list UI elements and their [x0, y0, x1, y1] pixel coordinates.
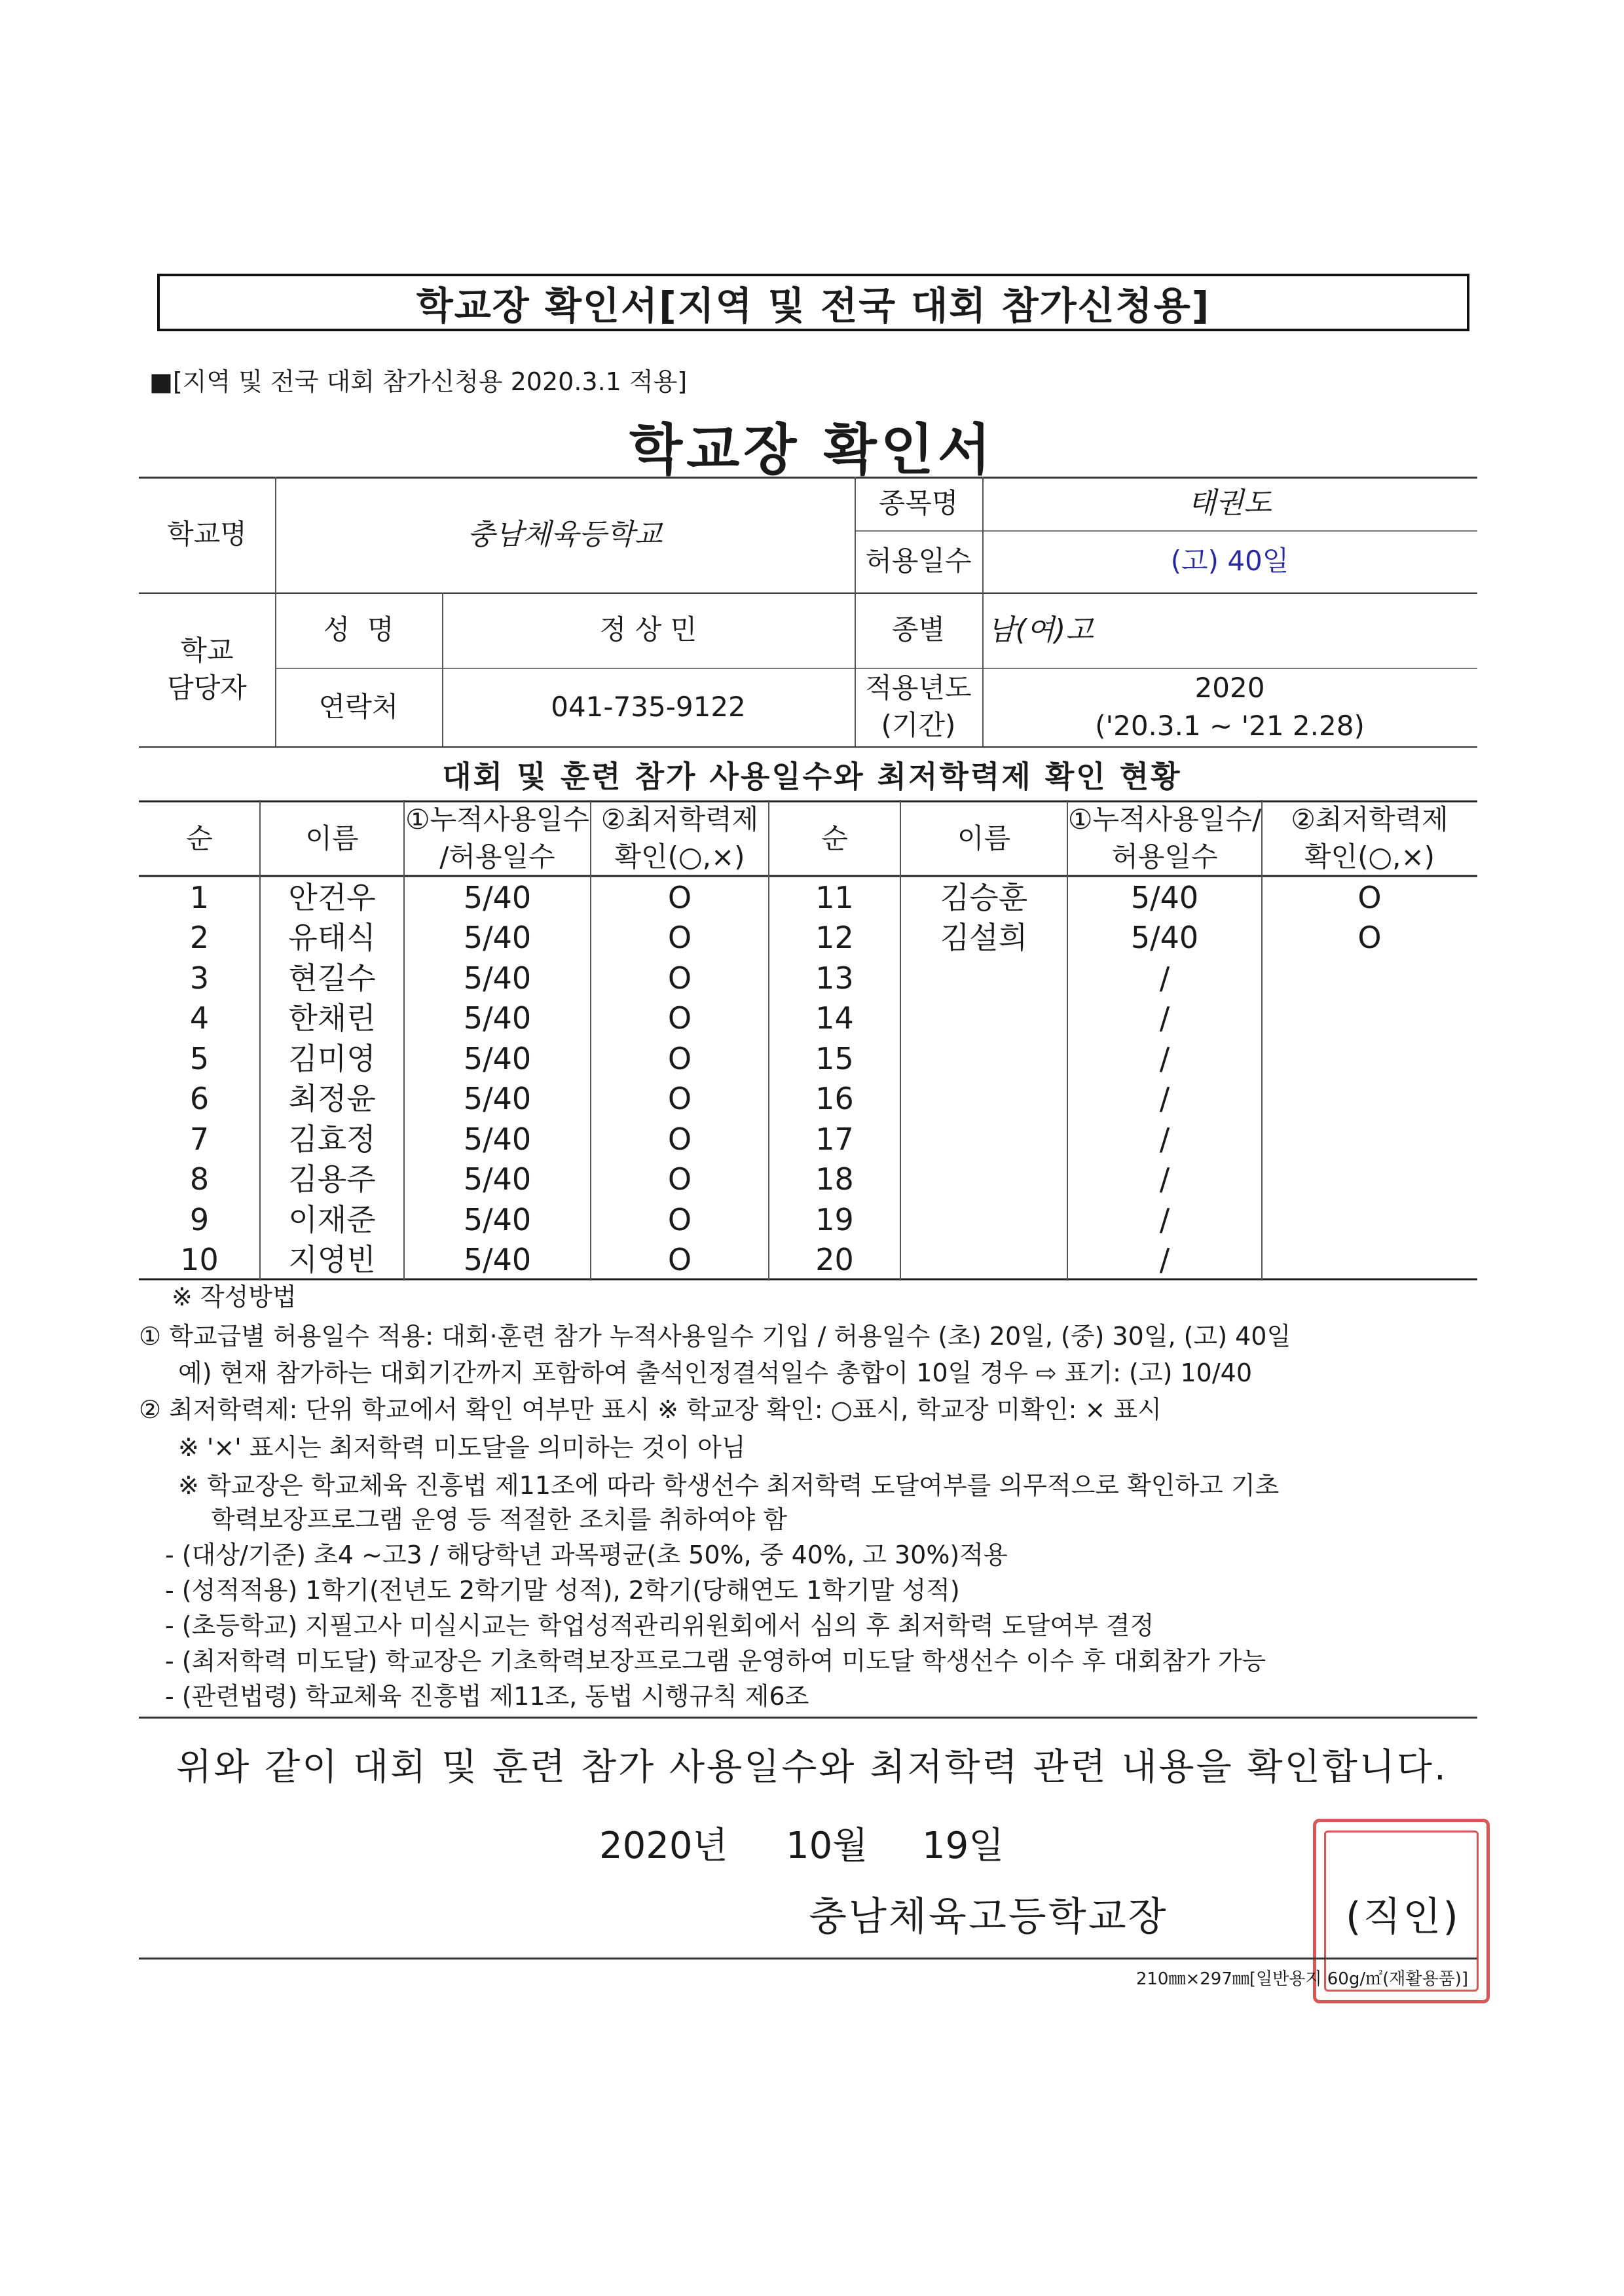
- table-cell: [900, 1038, 1067, 1079]
- table-header-cell: 순: [186, 822, 213, 854]
- table-cell: 12: [815, 920, 854, 956]
- table-cell: 18: [815, 1161, 854, 1197]
- notes-bottom-border: [139, 1717, 1477, 1719]
- info-bottom-border: [139, 746, 1477, 748]
- year-label: 적용년도 (기간): [865, 672, 972, 741]
- manager-name-value: 정 상 민: [599, 613, 697, 646]
- detail-2: - (성적적용) 1학기(전년도 2학기말 성적), 2학기(당해연도 1학기말 성적): [165, 1576, 960, 1605]
- table-cell: 한채린: [288, 1000, 376, 1036]
- note-4: ※ 학교장은 학교체육 진흥법 제11조에 따라 학생선수 최저학력 도달여부를 의무적으로 확인하고 기초: [178, 1471, 1280, 1500]
- main-title: 학교장 확인서: [629, 418, 995, 482]
- table-header-cell: 이름: [305, 822, 359, 854]
- table-cell: 6: [189, 1081, 210, 1117]
- document-title: 학교장 확인서[지역 및 전국 대회 참가신청용]: [157, 274, 1469, 331]
- table-cell: O: [1357, 879, 1382, 915]
- table-cell: 5/40: [463, 1081, 532, 1117]
- table-cell: 김설희: [940, 920, 1028, 956]
- table-cell: /: [1159, 1000, 1170, 1036]
- table-cell: /: [1159, 1161, 1170, 1197]
- table-cell: O: [667, 1161, 692, 1197]
- table-cell: O: [667, 1201, 692, 1237]
- table-cell: 5/40: [463, 1201, 532, 1237]
- signer-title: 충남체육고등학교장: [809, 1894, 1168, 1940]
- table-cell: O: [667, 1081, 692, 1117]
- table-cell: O: [667, 879, 692, 915]
- table-cell: [1262, 1079, 1477, 1120]
- sport-label: 종목명: [878, 486, 959, 519]
- table-cell: 2: [189, 920, 210, 956]
- year-value: 2020: [1194, 671, 1265, 704]
- table-cell: /: [1159, 1121, 1170, 1157]
- table-cell: 5/40: [1130, 879, 1199, 915]
- table-cell: 14: [815, 1000, 854, 1036]
- table-cell: 5/40: [463, 1242, 532, 1278]
- seal-label: (직인): [1346, 1894, 1460, 1940]
- table-cell: [900, 1240, 1067, 1281]
- table-cell: 김승훈: [940, 879, 1028, 915]
- allowed-days-label: 허용일수: [865, 545, 972, 577]
- table-cell: [900, 1119, 1067, 1159]
- table-cell: 13: [815, 960, 854, 996]
- table-cell: [1262, 1119, 1477, 1159]
- table-cell: [900, 998, 1067, 1039]
- table-cell: O: [667, 920, 692, 956]
- table-cell: O: [1357, 920, 1382, 956]
- table-header-cell: ②최저학력제 확인(○,×): [600, 803, 759, 873]
- table-cell: 김미영: [288, 1040, 376, 1076]
- table-cell: 11: [815, 879, 854, 915]
- table-cell: O: [667, 960, 692, 996]
- contact-value: 041-735-9122: [551, 690, 746, 723]
- table-cell: 4: [189, 1000, 210, 1036]
- table-cell: 이재준: [288, 1201, 376, 1237]
- allowed-days-value: (고) 40일: [1170, 545, 1289, 577]
- name-label: 성 명: [323, 613, 394, 646]
- detail-4: - (최저학력 미도달) 학교장은 기초학력보장프로그램 운영하여 미도달 학생선수 이수 후 대회참가 가능: [165, 1647, 1266, 1675]
- table-cell: 최정윤: [288, 1081, 376, 1117]
- table-cell: 5/40: [463, 1161, 532, 1197]
- table-cell: 지영빈: [288, 1242, 376, 1278]
- table-cell: 10: [180, 1242, 219, 1278]
- table-cell: /: [1159, 1201, 1170, 1237]
- school-value: 충남체육등학교: [467, 517, 663, 551]
- notes-heading: ※ 작성방법: [172, 1283, 297, 1311]
- table-cell: [1262, 998, 1477, 1039]
- table-cell: O: [667, 1000, 692, 1036]
- table-cell: 5/40: [463, 960, 532, 996]
- table-cell: 19: [815, 1201, 854, 1237]
- table-header-cell: ①누적사용일수 /허용일수: [405, 803, 590, 873]
- table-cell: [900, 1199, 1067, 1240]
- note-3: ※ '×' 표시는 최저학력 미도달을 의미하는 것이 아님: [178, 1433, 746, 1462]
- note-1-example: 예) 현재 참가하는 대회기간까지 포함하여 출석인정결석일수 총합이 10일 경우 ⇨ 표기: (고) 10/40: [178, 1358, 1253, 1387]
- table-cell: /: [1159, 960, 1170, 996]
- note-2: ② 최저학력제: 단위 학교에서 확인 여부만 표시 ※ 학교장 확인: ○표시, 학교장 미확인: × 표시: [139, 1395, 1162, 1424]
- table-cell: 5/40: [1130, 920, 1199, 956]
- contact-label: 연락처: [318, 690, 399, 723]
- table-cell: 20: [815, 1242, 854, 1278]
- table-cell: 1: [189, 879, 210, 915]
- manager-label: 학교 담당자: [167, 634, 247, 704]
- date-year: 2020년: [599, 1825, 728, 1867]
- detail-1: - (대상/기준) 초4 ~고3 / 해당학년 과목평균(초 50%, 중 40%, 고 30%)적용: [165, 1540, 1008, 1569]
- table-cell: 3: [189, 960, 210, 996]
- table-cell: /: [1159, 1040, 1170, 1076]
- table-cell: 안건우: [288, 879, 376, 915]
- table-header-cell: 이름: [957, 822, 1011, 854]
- table-cell: [900, 1159, 1067, 1200]
- table-cell: 5/40: [463, 920, 532, 956]
- form-subheader: ■[지역 및 전국 대회 참가신청용 2020.3.1 적용]: [149, 367, 688, 396]
- table-cell: /: [1159, 1242, 1170, 1278]
- table-cell: 8: [189, 1161, 210, 1197]
- table-cell: 5/40: [463, 879, 532, 915]
- table-cell: [1262, 958, 1477, 998]
- note-4-cont: 학력보장프로그램 운영 등 적절한 조치를 취하여야 함: [211, 1505, 788, 1534]
- table-cell: 현길수: [288, 960, 376, 996]
- table-cell: 16: [815, 1081, 854, 1117]
- table-cell: [1262, 1159, 1477, 1200]
- table-header-cell: ①누적사용일수/ 허용일수: [1067, 803, 1262, 873]
- closing-statement: 위와 같이 대회 및 훈련 참가 사용일수와 최저학력 관련 내용을 확인합니다.: [176, 1746, 1448, 1789]
- school-label: 학교명: [167, 518, 247, 551]
- table-cell: 유태식: [288, 920, 376, 956]
- note-1: ① 학교급별 허용일수 적용: 대회·훈련 참가 누적사용일수 기입 / 허용일수 (초) 20일, (중) 30일, (고) 40일: [139, 1322, 1291, 1351]
- table-cell: 5/40: [463, 1040, 532, 1076]
- table-cell: O: [667, 1040, 692, 1076]
- gender-value: 남(여)고: [987, 613, 1094, 647]
- sport-value: 태권도: [1188, 486, 1272, 520]
- page-bottom-border: [139, 1958, 1477, 1959]
- year-cell: [982, 668, 1477, 746]
- table-cell: O: [667, 1121, 692, 1157]
- gender-label: 종별: [891, 613, 946, 646]
- date-day: 19일: [922, 1825, 1005, 1867]
- section-title: 대회 및 훈련 참가 사용일수와 최저학력제 확인 현황: [442, 759, 1182, 794]
- detail-5: - (관련법령) 학교체육 진흥법 제11조, 동법 시행규칙 제6조: [165, 1682, 809, 1711]
- table-cell: [900, 1079, 1067, 1120]
- table-cell: /: [1159, 1081, 1170, 1117]
- table-cell: 15: [815, 1040, 854, 1076]
- period-value: ('20.3.1 ~ '21 2.28): [1095, 709, 1365, 742]
- table-cell: 김효정: [288, 1121, 376, 1157]
- table-cell: 7: [189, 1121, 210, 1157]
- roster-table: [139, 800, 1477, 1281]
- paper-spec-footer: 210㎜×297㎜[일반용지 60g/㎡(재활용품)]: [1135, 1969, 1468, 1989]
- table-cell: [900, 958, 1067, 998]
- table-header-cell: ②최저학력제 확인(○,×): [1291, 803, 1449, 873]
- table-cell: 9: [189, 1201, 210, 1237]
- table-cell: 5/40: [463, 1121, 532, 1157]
- table-cell: 17: [815, 1121, 854, 1157]
- table-cell: 5/40: [463, 1000, 532, 1036]
- detail-3: - (초등학교) 지필고사 미실시교는 학업성적관리위원회에서 심의 후 최저학력 도달여부 결정: [165, 1611, 1154, 1640]
- date-month: 10월: [786, 1825, 868, 1867]
- table-cell: O: [667, 1242, 692, 1278]
- table-cell: [1262, 1240, 1477, 1281]
- table-cell: 김용주: [288, 1161, 376, 1197]
- table-cell: [1262, 1199, 1477, 1240]
- table-header-cell: 순: [821, 822, 848, 854]
- table-cell: 5: [189, 1040, 210, 1076]
- table-cell: [1262, 1038, 1477, 1079]
